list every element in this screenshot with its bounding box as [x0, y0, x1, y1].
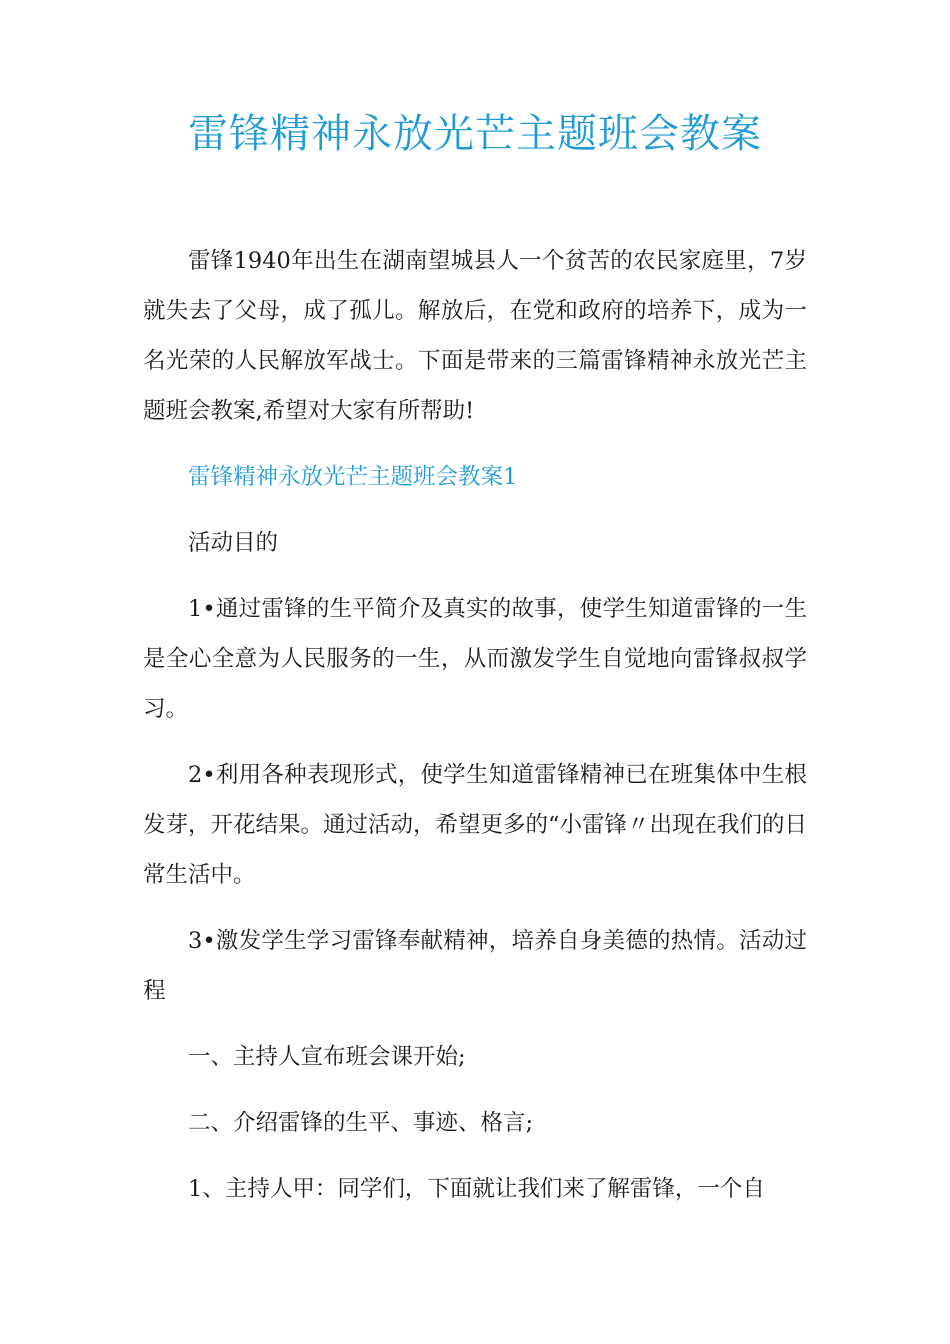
process-step-2: 二、介绍雷锋的生平、事迹、格言;	[188, 1110, 534, 1136]
process-substep-1: 1、主持人甲：同学们，下面就让我们来了解雷锋，一个自	[188, 1176, 765, 1202]
goal-item-1: 1•通过雷锋的生平简介及真实的故事，使学生知道雷锋的一生是全心全意为人民服务的一生，从而激发学生自觉地向雷锋叔叔学习。	[143, 596, 807, 722]
document-title: 雷锋精神永放光芒主题班会教案	[188, 111, 762, 157]
process-step-1: 一、主持人宣布班会课开始;	[188, 1044, 466, 1070]
intro-paragraph: 雷锋1940年出生在湖南望城县人一个贫苦的农民家庭里，7岁就失去了父母，成了孤儿。解放后，在党和政府的培养下，成为一名光荣的人民解放军战士。下面是带来的三篇雷锋精神永放光芒主题班会教案,希望对大家有所帮助!	[143, 248, 807, 424]
section-heading-activity-goal: 活动目的	[188, 530, 279, 556]
goal-item-3: 3•激发学生学习雷锋奉献精神，培养自身美德的热情。活动过程	[143, 928, 807, 1004]
document-body	[143, 236, 807, 1230]
goal-item-2: 2•利用各种表现形式，使学生知道雷锋精神已在班集体中生根发芽，开花结果。通过活动，希望更多的“小雷锋〃出现在我们的日常生活中。	[143, 762, 808, 888]
section-subtitle: 雷锋精神永放光芒主题班会教案1	[188, 464, 518, 490]
